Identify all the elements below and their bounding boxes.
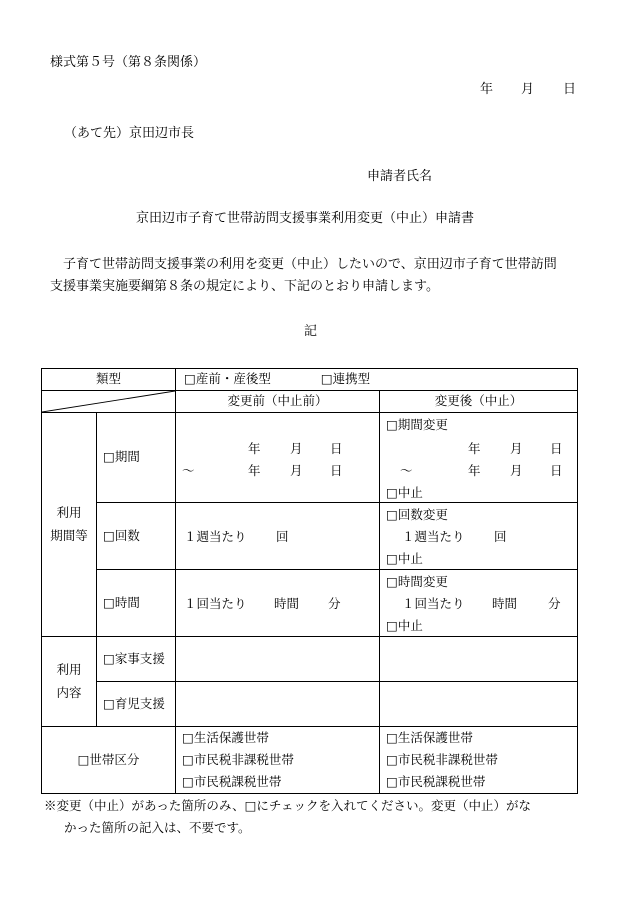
time-label: 時間 bbox=[114, 594, 140, 610]
after-nontaxable-checkbox[interactable]: □市民税非課税世帯 bbox=[386, 752, 498, 767]
form-number: 様式第５号（第８条関係） bbox=[50, 55, 207, 70]
count-change-checkbox[interactable]: □回数変更 bbox=[386, 507, 448, 522]
ki-heading: 記 bbox=[304, 324, 318, 339]
addressee: （あて先）京田辺市長 bbox=[64, 126, 195, 141]
childcare-label: 育児支援 bbox=[114, 695, 165, 711]
type-label-cell bbox=[42, 369, 176, 391]
note-line1: ※変更（中止）があった箇所のみ、□にチェックを入れてください。変更（中止）がな bbox=[44, 798, 532, 813]
period-after-cell: □期間変更 年 月 日 ～ 年 月 日 □中止 bbox=[380, 413, 578, 503]
household-label-cell bbox=[42, 727, 176, 794]
time-checkbox[interactable]: □時間 bbox=[103, 594, 140, 610]
body-text-line2: 支援事業実施要綱第８条の規定により、下記のとおり申請します。 bbox=[50, 279, 439, 294]
usage-period-group-label: 利用 期間等 bbox=[42, 413, 97, 637]
note-line2: かった箇所の記入は、不要です。 bbox=[64, 820, 251, 835]
prenatal-postnatal-checkbox[interactable]: □産前・産後型 bbox=[184, 371, 271, 387]
housework-checkbox[interactable]: □家事支援 bbox=[103, 650, 165, 666]
household-before-cell bbox=[176, 727, 380, 794]
time-stop-checkbox[interactable]: □中止 bbox=[386, 618, 423, 633]
housework-label: 家事支援 bbox=[114, 650, 165, 666]
period-label: 期間 bbox=[114, 449, 140, 465]
housework-before-cell[interactable] bbox=[176, 637, 380, 682]
diagonal-header-cell bbox=[42, 391, 176, 413]
household-after-cell bbox=[380, 727, 578, 794]
time-change-checkbox[interactable]: □時間変更 bbox=[386, 574, 448, 589]
usage-content-group-label: 利用 内容 bbox=[42, 637, 97, 727]
applicant-name-label: 申請者氏名 bbox=[367, 169, 433, 184]
childcare-checkbox[interactable]: □育児支援 bbox=[103, 695, 165, 711]
before-nontaxable-checkbox[interactable]: □市民税非課税世帯 bbox=[182, 752, 294, 767]
after-header: 変更後（中止） bbox=[380, 391, 578, 413]
before-header: 変更前（中止前） bbox=[176, 391, 380, 413]
period-before-cell: 年 月 日 ～ 年 月 日 bbox=[176, 413, 380, 503]
period-checkbox[interactable]: □期間 bbox=[103, 449, 140, 465]
after-taxable-checkbox[interactable]: □市民税課税世帯 bbox=[386, 774, 486, 789]
count-label: 回数 bbox=[114, 527, 140, 543]
diagonal-line bbox=[42, 391, 175, 412]
housework-after-cell[interactable] bbox=[380, 637, 578, 682]
before-welfare-checkbox[interactable]: □生活保護世帯 bbox=[182, 730, 269, 745]
period-stop-checkbox[interactable]: □中止 bbox=[386, 485, 423, 500]
type-label: 類型 bbox=[96, 371, 122, 387]
application-table bbox=[41, 368, 578, 794]
count-stop-checkbox[interactable]: □中止 bbox=[386, 551, 423, 566]
after-welfare-checkbox[interactable]: □生活保護世帯 bbox=[386, 730, 473, 745]
childcare-after-cell[interactable] bbox=[380, 682, 578, 727]
time-label-cell bbox=[97, 570, 176, 637]
childcare-before-cell[interactable] bbox=[176, 682, 380, 727]
period-label-cell bbox=[97, 413, 176, 503]
date-year-label: 年 bbox=[480, 82, 494, 97]
type-options-cell bbox=[176, 369, 578, 391]
period-change-checkbox[interactable]: □期間変更 bbox=[386, 417, 448, 432]
before-taxable-checkbox[interactable]: □市民税課税世帯 bbox=[182, 774, 282, 789]
body-text-line1: 子育て世帯訪問支援事業の利用を変更（中止）したいので、京田辺市子育て世帯訪問 bbox=[63, 257, 557, 272]
household-checkbox[interactable]: □世帯区分 bbox=[77, 751, 140, 767]
household-label: 世帯区分 bbox=[89, 751, 140, 767]
cooperation-label: 連携型 bbox=[332, 371, 371, 387]
count-before-cell: １週当たり 回 bbox=[176, 503, 380, 570]
date-month-label: 月 bbox=[521, 82, 535, 97]
cooperation-checkbox[interactable]: □連携型 bbox=[320, 371, 371, 387]
housework-label-cell bbox=[97, 637, 176, 682]
count-checkbox[interactable]: □回数 bbox=[103, 527, 140, 543]
count-label-cell bbox=[97, 503, 176, 570]
prenatal-postnatal-label: 産前・産後型 bbox=[195, 371, 271, 387]
count-after-cell: □回数変更 １週当たり 回 □中止 bbox=[380, 503, 578, 570]
time-after-cell: □時間変更 １回当たり 時間 分 □中止 bbox=[380, 570, 578, 637]
time-before-cell: １回当たり 時間 分 bbox=[176, 570, 380, 637]
date-day-label: 日 bbox=[563, 82, 577, 97]
childcare-label-cell bbox=[97, 682, 176, 727]
document-title: 京田辺市子育て世帯訪問支援事業利用変更（中止）申請書 bbox=[136, 211, 475, 226]
